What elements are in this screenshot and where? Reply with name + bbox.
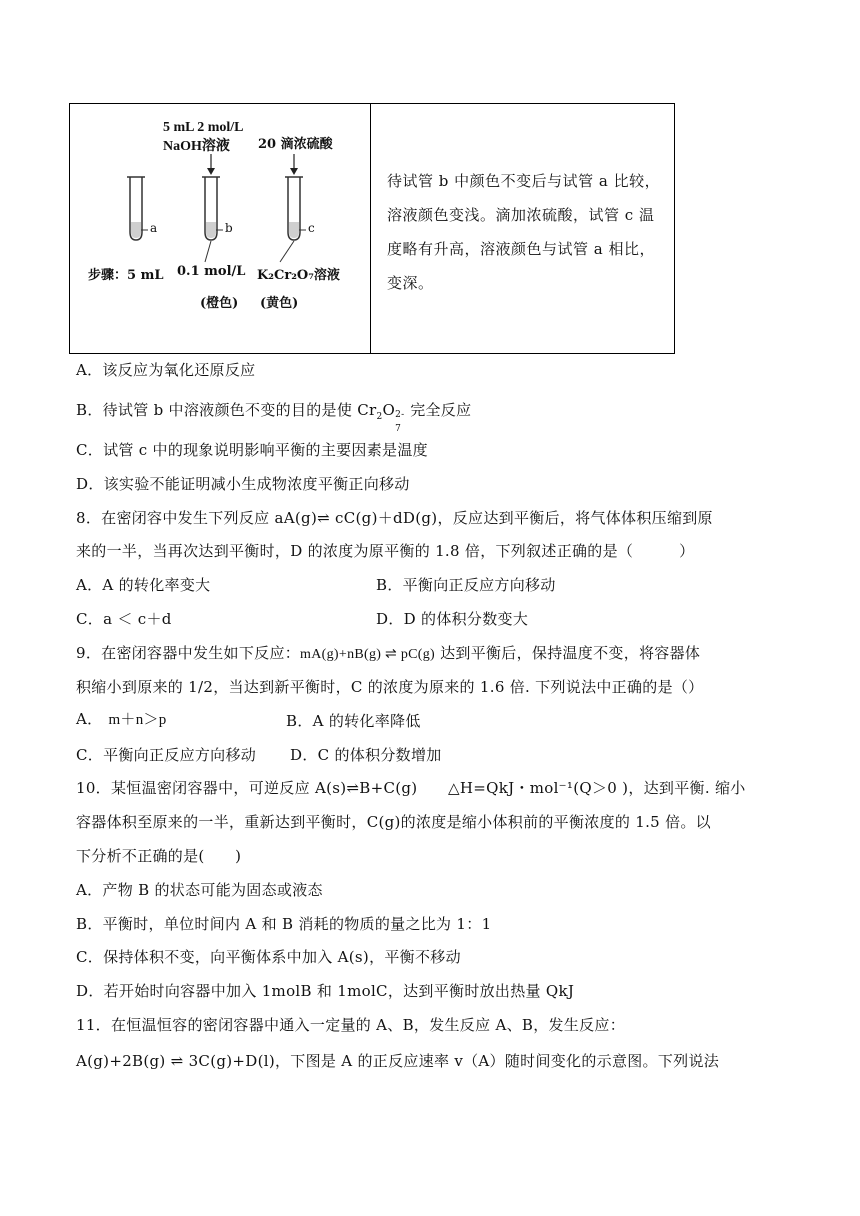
q10-stem-line2: 容器体积至原来的一半，重新达到平衡时，C(g)的浓度是缩小体积前的平衡浓度的 1.5 倍。以 (76, 813, 711, 831)
q8-option-d: D．D 的体积分数变大 (376, 610, 529, 628)
reagent-b-label-2: NaOH溶液 (163, 139, 230, 154)
q9-option-d: D．C 的体积分数增加 (290, 746, 442, 764)
concentration-label: 0.1 mol/L (177, 264, 246, 279)
q8-option-b: B．平衡向正反应方向移动 (376, 576, 556, 594)
q11-stem-line1: 11．在恒温恒容的密闭容器中通入一定量的 A、B，发生反应 A、B，发生反应： (76, 1016, 626, 1034)
tube-c-label: c (308, 221, 315, 235)
q7-option-a: A．该反应为氧化还原反应 (76, 361, 256, 379)
experiment-figure-cell (70, 104, 371, 354)
tube-b-label: b (225, 221, 233, 235)
q9-stem-line2: 积缩小到原来的 1/2，当达到新平衡时，C 的浓度为原来的 1.6 倍. 下列说法中正确的是（） (76, 678, 704, 696)
q8-stem-line1: 8．在密闭容中发生下列反应 aA(g)⇌ cC(g)＋dD(g)，反应达到平衡后，将气体体积压缩到原 (76, 509, 713, 527)
k2cr2o7-label: K₂Cr₂O₇溶液 (257, 268, 340, 283)
q10-option-d: D．若开始时向容器中加入 1molB 和 1molC，达到平衡时放出热量 QkJ (76, 982, 575, 1000)
q7-option-d: D．该实验不能证明减小生成物浓度平衡正向移动 (76, 475, 410, 493)
q10-option-c: C．保持体积不变，向平衡体系中加入 A(s)，平衡不移动 (76, 948, 461, 966)
arrow-b-head (207, 168, 215, 175)
q10-option-a: A．产物 B 的状态可能为固态或液态 (76, 881, 323, 899)
test-tube-a (127, 177, 148, 240)
experiment-description-cell (371, 104, 675, 354)
q10-option-b: B．平衡时，单位时间内 A 和 B 消耗的物质的量之比为 1：1 (76, 915, 492, 933)
q8-option-a: A．A 的转化率变大 (76, 576, 211, 594)
q9-option-a: A． m＋n＞p (76, 710, 167, 728)
test-tube-c (280, 177, 306, 262)
q11-stem-line2: A(g)+2B(g) ⇌ 3C(g)+D(l)，下图是 A 的正反应速率 v（A）随时间变化的示意图。下列说法 (76, 1052, 720, 1070)
color-b-label: (橙色) (200, 296, 239, 311)
q10-stem-line3: 下分析不正确的是( ) (76, 847, 242, 865)
test-tubes-illustration (70, 104, 370, 354)
experiment-description: 待试管 b 中颜色不变后与试管 a 比较，溶液颜色变浅。滴加浓硫酸，试管 c 温度略有升高，溶液颜色与试管 a 相比，变深。 (387, 172, 661, 292)
reagent-c-label: 20 滴浓硫酸 (258, 137, 333, 152)
q7-option-c: C．试管 c 中的现象说明影响平衡的主要因素是温度 (76, 441, 428, 459)
tube-a-label: a (150, 221, 158, 235)
step-label: 步骤：5 mL (88, 268, 164, 283)
q8-stem-line2: 来的一半，当再次达到平衡时，D 的浓度为原平衡的 1.8 倍，下列叙述正确的是（ ） (76, 542, 695, 560)
q9-stem-line1: 9．在密闭容器中发生如下反应：mA(g)+nB(g) ⇌ pC(g) 达到平衡后，保持温度不变，将容器体 (76, 644, 701, 662)
q10-stem-line1: 10．某恒温密闭容器中，可逆反应 A(s)⇌B+C(g) △H=QkJ・mol⁻¹(Q＞0 )，达到平衡. 缩小 (76, 779, 746, 797)
q8-option-c: C．a ＜ c＋d (76, 610, 172, 628)
q9-option-c: C．平衡向正反应方向移动 (76, 746, 257, 764)
color-c-label: (黄色) (260, 296, 299, 311)
q7-option-b: B．待试管 b 中溶液颜色不变的目的是使 $Cr_2O$ 2- 7 完全反应 (76, 401, 472, 434)
test-tube-b (202, 177, 223, 262)
experiment-table (69, 103, 675, 354)
arrow-c-head (290, 168, 298, 175)
q9-option-b: B．A 的转化率降低 (286, 712, 421, 730)
reagent-b-label-1: 5 mL 2 mol/L (163, 120, 244, 135)
